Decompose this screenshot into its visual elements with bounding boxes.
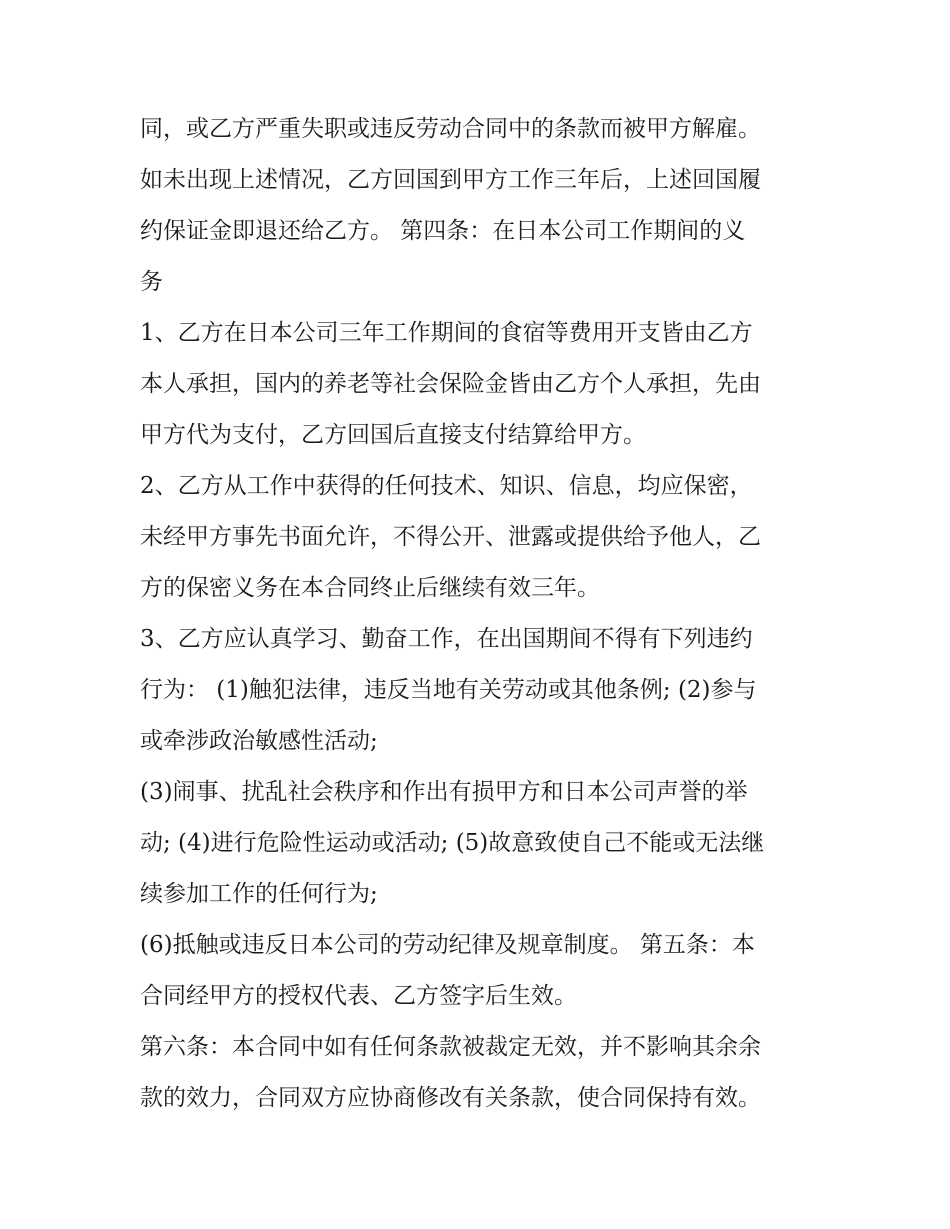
text-line: 1、乙方在日本公司三年工作期间的食宿等费用开支皆由乙方 [140, 320, 753, 346]
text-line: 3、乙方应认真学习、勤奋工作，在出国期间不得有下列违约 [140, 626, 753, 652]
text-line: 续参加工作的任何行为; [140, 881, 378, 907]
text-line: 未经甲方事先书面允许，不得公开、泄露或提供给予他人，乙 [140, 524, 761, 550]
text-line: (6)抵触或违反日本公司的劳动纪律及规章制度。 第五条：本 [140, 932, 755, 958]
text-line: 2、乙方从工作中获得的任何技术、知识、信息，均应保密， [140, 473, 753, 499]
text-line: 本人承担，国内的养老等社会保险金皆由乙方个人承担，先由 [140, 371, 761, 397]
text-line: 行为： (1)触犯法律，违反当地有关劳动或其他条例; (2)参与 [140, 677, 757, 703]
text-line: 同，或乙方严重失职或违反劳动合同中的条款而被甲方解雇。 [140, 116, 761, 142]
text-line: 约保证金即退还给乙方。 第四条：在日本公司工作期间的义 [140, 218, 746, 244]
text-line: (3)闹事、扰乱社会秩序和作出有损甲方和日本公司声誉的举 [140, 779, 748, 805]
text-line: 或牵涉政治敏感性活动; [140, 728, 378, 754]
text-line: 如未出现上述情况，乙方回国到甲方工作三年后，上述回国履 [140, 167, 761, 193]
text-line: 合同经甲方的授权代表、乙方签字后生效。 [140, 983, 577, 1009]
text-line: 甲方代为支付，乙方回国后直接支付结算给甲方。 [140, 422, 646, 448]
text-line: 款的效力，合同双方应协商修改有关条款，使合同保持有效。 [140, 1085, 761, 1111]
text-line: 动; (4)进行危险性运动或活动; (5)故意致使自己不能或无法继 [140, 830, 765, 856]
text-line: 方的保密义务在本合同终止后继续有效三年。 [140, 575, 600, 601]
text-line: 务 [140, 269, 163, 295]
text-line: 第六条：本合同中如有任何条款被裁定无效，并不影响其余余 [140, 1034, 761, 1060]
contract-text [140, 104, 820, 1124]
